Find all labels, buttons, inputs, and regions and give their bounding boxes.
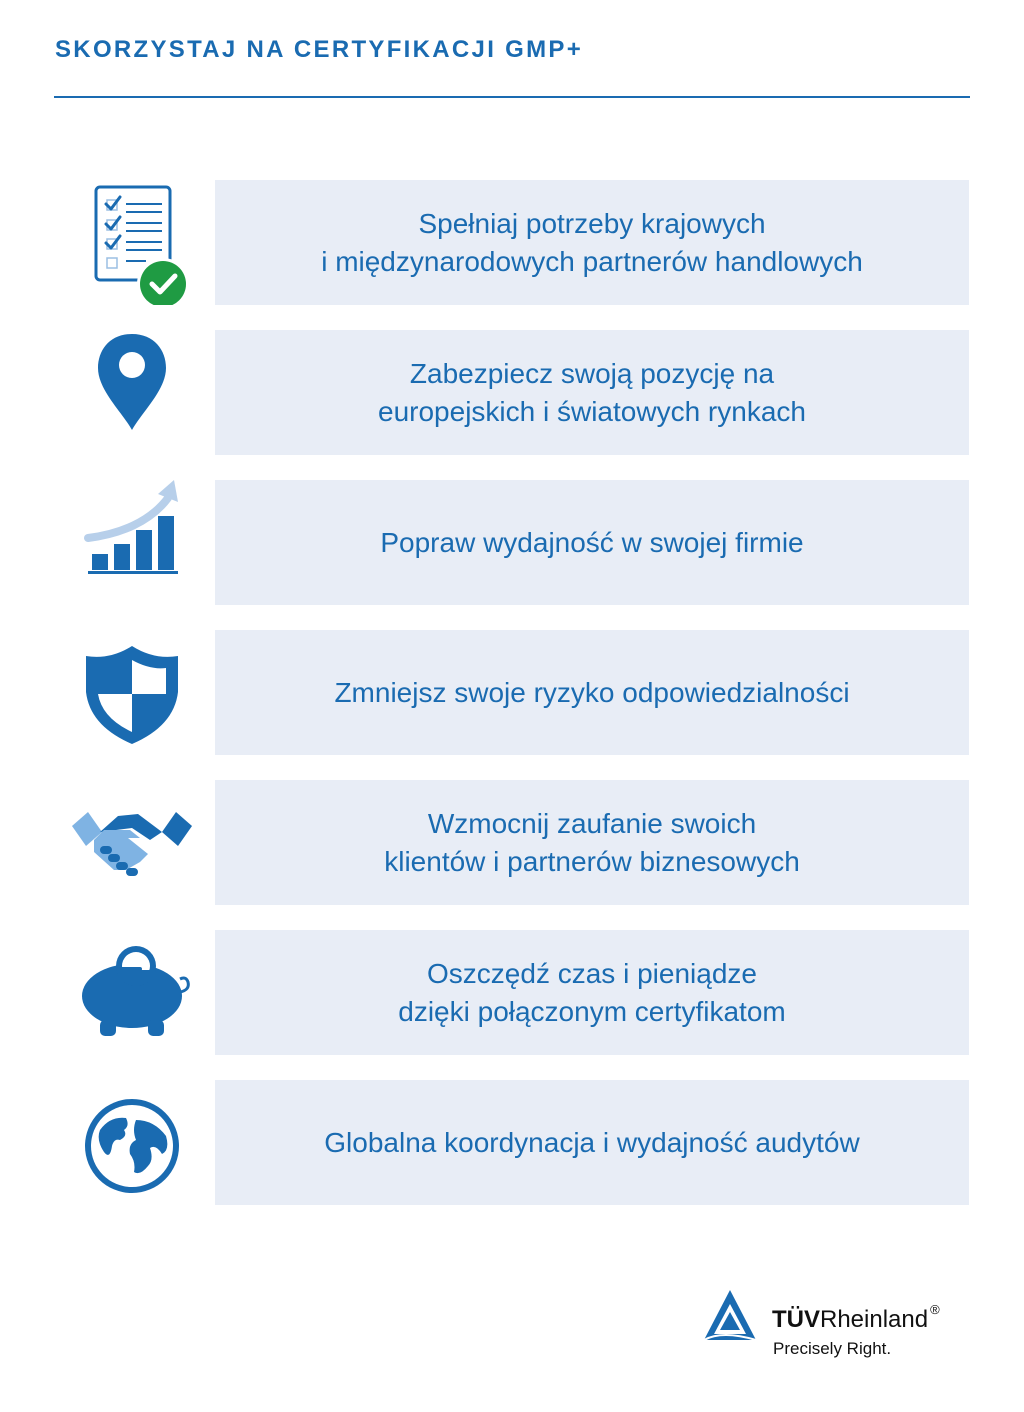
brand-slogan: Precisely Right.: [773, 1339, 892, 1358]
location-pin-icon: [70, 330, 194, 455]
benefit-line-1: Spełniaj potrzeby krajowych: [418, 207, 766, 239]
benefit-text-box: [215, 180, 969, 305]
benefit-text-box: [215, 1080, 969, 1205]
benefit-line-2: klientów i partnerów biznesowych: [384, 845, 800, 877]
registered-mark: ®: [930, 1302, 940, 1317]
benefit-line-2: i międzynarodowych partnerów handlowych: [321, 245, 863, 277]
page-title: SKORZYSTAJ NA CERTYFIKACJI GMP+: [55, 36, 584, 63]
tuv-rheinland-logo: [702, 1288, 992, 1368]
handshake-icon: [70, 780, 194, 905]
title-divider: [54, 96, 970, 98]
benefit-text-box: [215, 480, 969, 605]
shield-icon: [70, 630, 194, 755]
checklist-icon: [70, 180, 194, 305]
benefit-row-2: [0, 330, 1024, 455]
benefit-text-box: [215, 930, 969, 1055]
benefit-row-1: [0, 180, 1024, 305]
benefit-row-7: [0, 1080, 1024, 1205]
benefit-text-box: [215, 780, 969, 905]
benefit-line-1: Zmniejsz swoje ryzyko odpowiedzialności: [334, 676, 850, 708]
growth-chart-icon: [70, 480, 194, 605]
benefit-row-5: [0, 780, 1024, 905]
benefit-text-box: [215, 630, 969, 755]
tuv-triangle-icon: [702, 1288, 758, 1344]
brand-bold: TÜV: [772, 1306, 820, 1333]
benefit-row-6: [0, 930, 1024, 1055]
benefit-line-1: Popraw wydajność w swojej firmie: [380, 526, 804, 558]
brand-name: [772, 1302, 940, 1334]
piggy-bank-icon: [70, 930, 194, 1055]
brand-rest: Rheinland: [820, 1306, 929, 1333]
benefit-line-1: Zabezpiecz swoją pozycję na: [409, 357, 775, 389]
benefit-line-1: Globalna koordynacja i wydajność audytów: [324, 1126, 860, 1158]
benefit-row-3: [0, 480, 1024, 605]
benefit-text-box: [215, 330, 969, 455]
benefit-line-2: europejskich i światowych rynkach: [378, 395, 806, 427]
benefit-line-1: Oszczędź czas i pieniądze: [427, 957, 757, 989]
benefit-line-2: dzięki połączonym certyfikatom: [398, 995, 786, 1027]
benefit-line-1: Wzmocnij zaufanie swoich: [427, 807, 757, 839]
benefit-row-4: [0, 630, 1024, 755]
globe-icon: [70, 1080, 194, 1205]
